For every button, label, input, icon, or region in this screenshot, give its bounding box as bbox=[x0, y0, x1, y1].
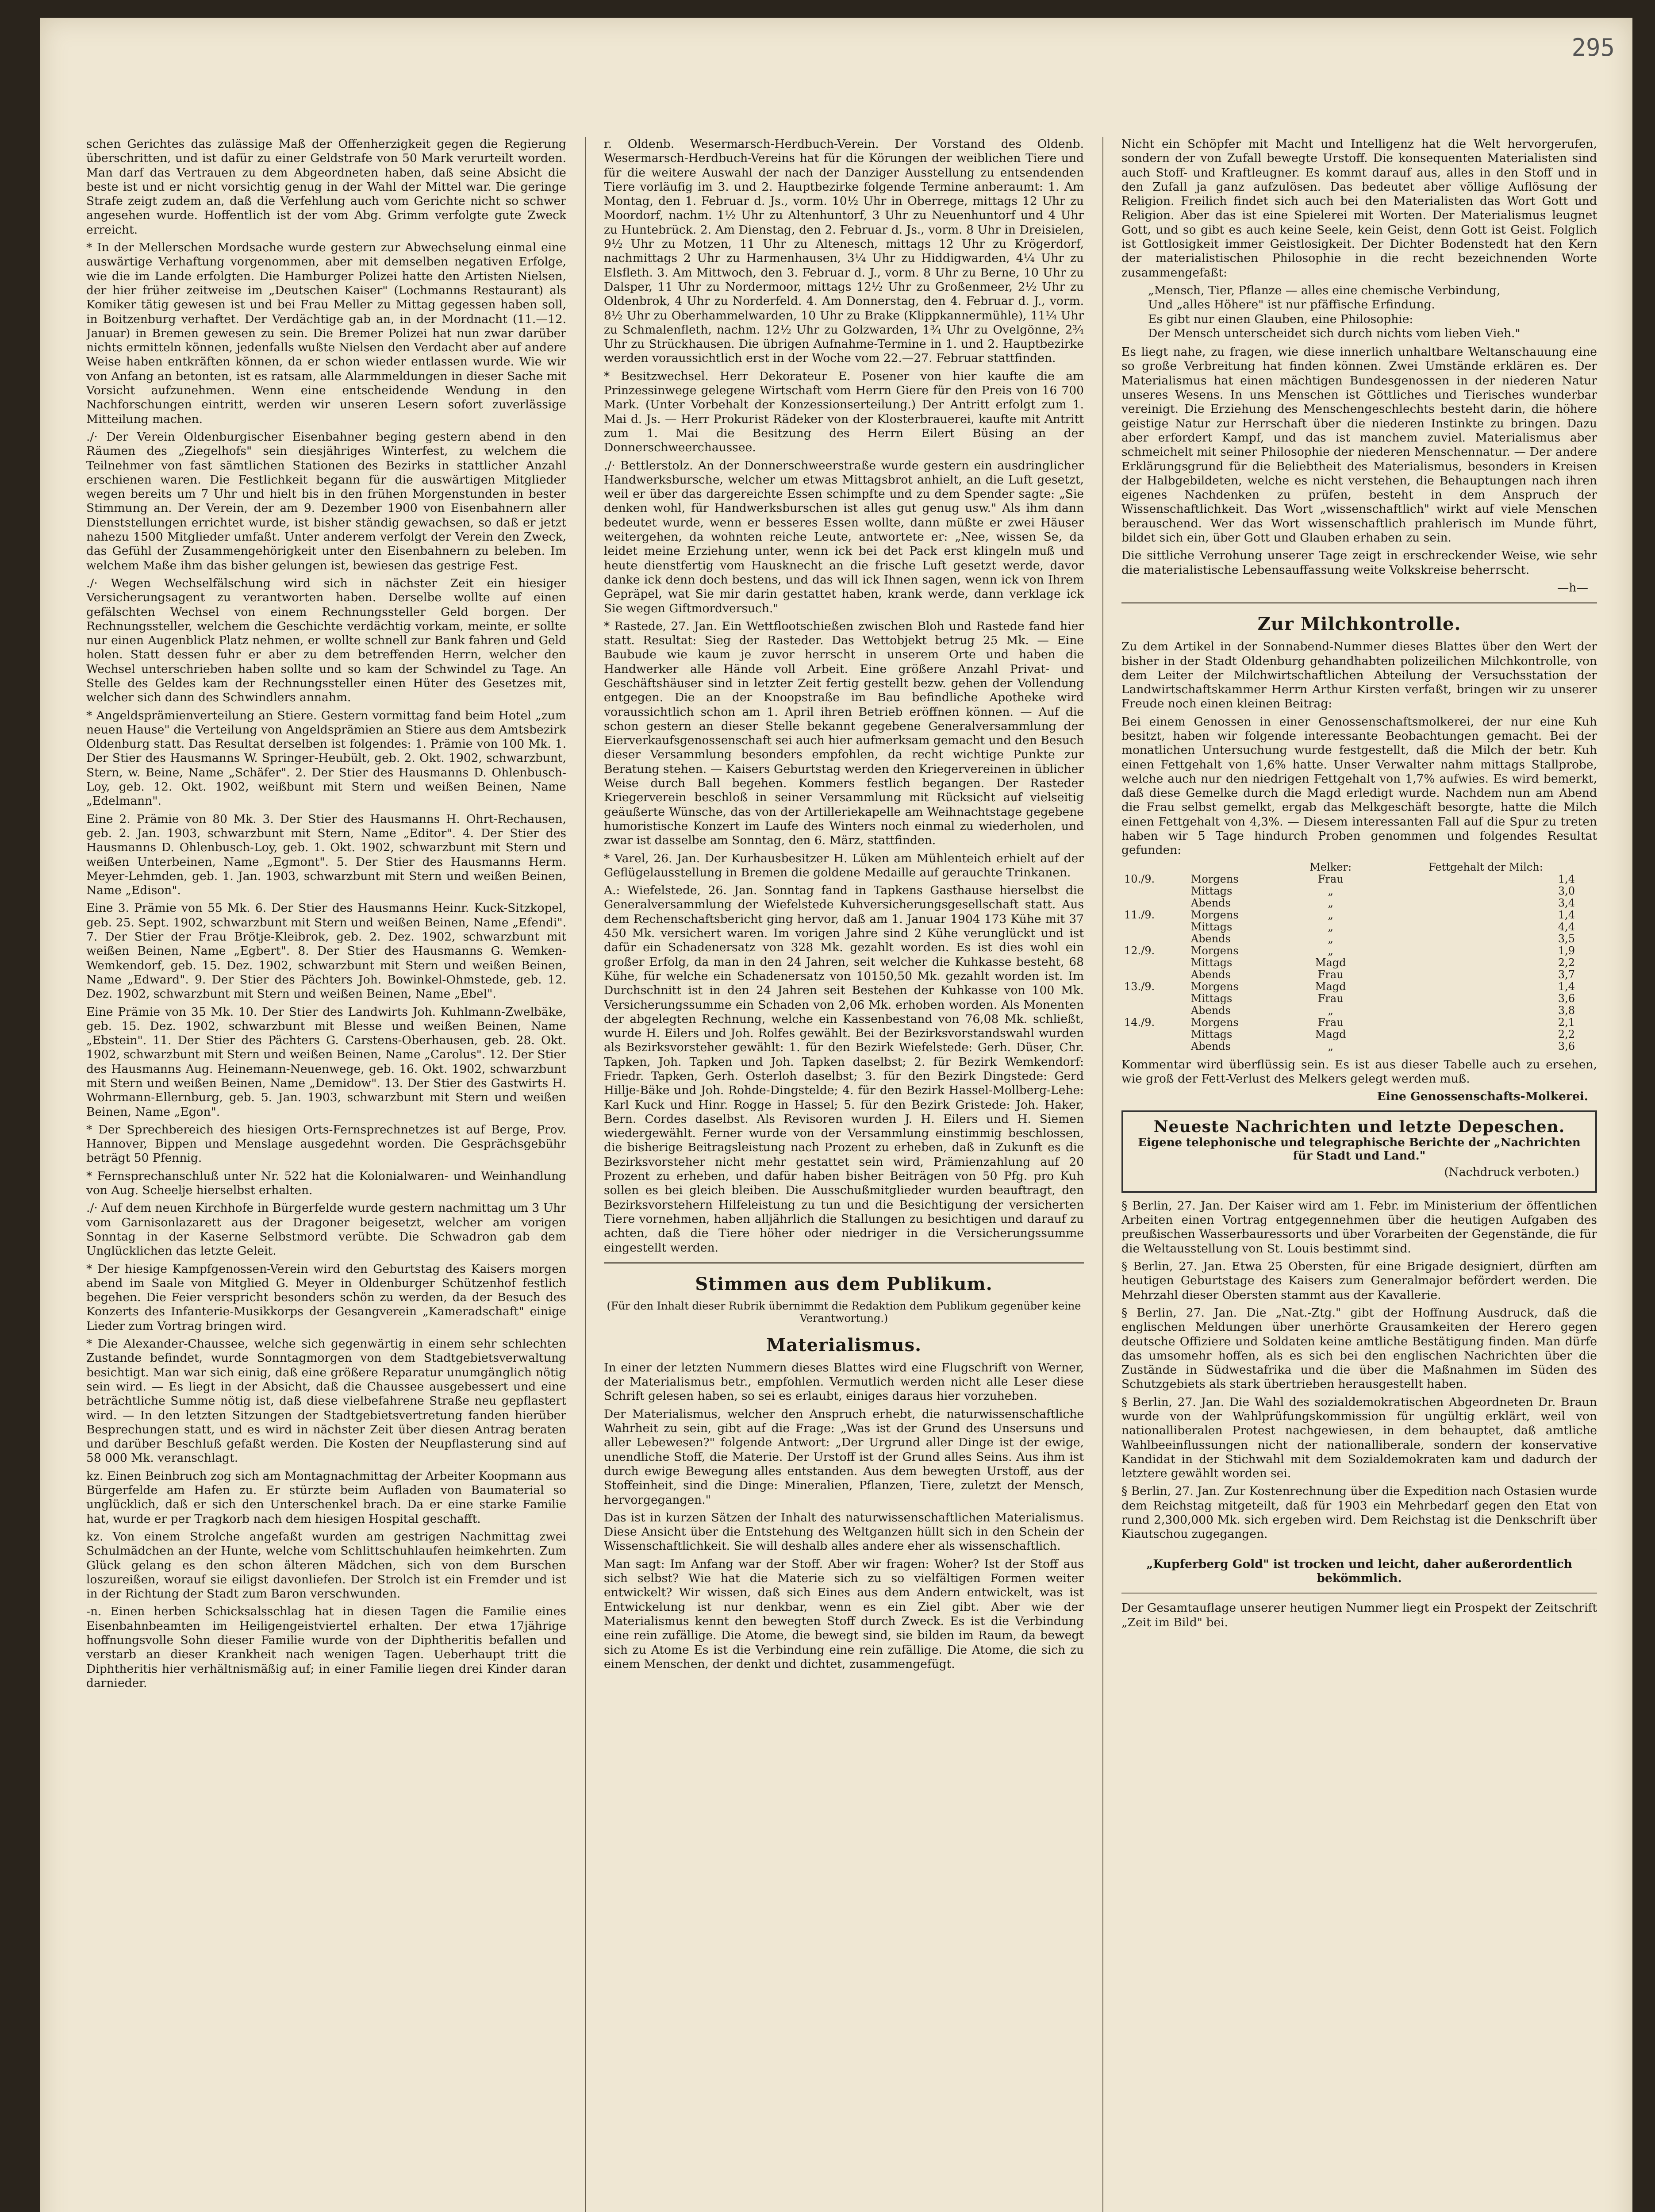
table-cell-fat: 3,5 bbox=[1558, 932, 1575, 945]
table-cell-fat: 3,8 bbox=[1558, 1004, 1575, 1017]
table-cell-melker: Frau bbox=[1317, 968, 1344, 981]
latest-news-heading: Neueste Nachrichten und letzte Depeschen. bbox=[1153, 1117, 1565, 1136]
column-2 bbox=[604, 137, 1084, 2212]
milk-signature: Eine Genossenschafts-Molkerei. bbox=[1377, 1090, 1588, 1104]
article-paragraph: In einer der letzten Nummern dieses Blattes wird eine Flugschrift von Werner, der Materialismus betr., empfohlen. Vermutlich werden nicht alle Leser diese Schrift gelesen haben, so sei es erlaubt, einiges daraus hier vorzuheben. bbox=[604, 1360, 1084, 1403]
table-row bbox=[1121, 1017, 1597, 1029]
article-paragraph: Man sagt: Im Anfang war der Stoff. Aber wir fragen: Woher? Ist der Stoff aus sich selbst? Wie hat die Materie sich zu so vielfältigen Formen weiter entwickelt? Wir wissen, daß sich Eines aus dem Andern entwickelt, was ist Entwickelung ist nur denkbar, wenn es ein Ziel gibt. Aber wie der Materialismus kennt den bewegten Stoff durch Zweck. Es ist die Verbindung eine rein zufällige. Die Atome, die bewegt sind, sie bilden im Raum, da bewegt sich zu Atome Es ist die Verbindung eine rein zufällige. Die Atome, die sich zu einem Menschen, der denkt und dichtet, zusammengefügt. bbox=[604, 1557, 1084, 1671]
table-row bbox=[1121, 1029, 1597, 1041]
table-cell-time: Abends bbox=[1190, 896, 1231, 909]
insert-note: Der Gesamtauflage unserer heutigen Nummer liegt ein Prospekt der Zeitschrift „Zeit im Bild" bei. bbox=[1121, 1601, 1597, 1629]
reprint-note: (Nachdruck verboten.) bbox=[1444, 1165, 1579, 1179]
section-divider bbox=[1121, 1593, 1597, 1594]
news-paragraph: ./· Der Verein Oldenburgischer Eisenbahner beging gestern abend in den Räumen des „Ziegelhofs" sein diesjähriges Winterfest, zu welchem die Teilnehmer von fast sämtlichen Stationen des Bezirks in stattlicher Anzahl erschienen waren. Die Festlichkeit begann für die auswärtigen Mitglieder wegen bereits um 7 Uhr und hielt bis in den frühen Morgenstunden in bester Stimmung an. Der Verein, der am 9. Dezember 1900 von Eisenbahnern aller Dienststellungen errichtet wurde, ist bisher ständig gewachsen, so daß er jetzt nahezu 1500 Mitglieder umfaßt. Unter anderem verfolgt der Verein den Zweck, das Gefühl der Zusammengehörigkeit unter den Eisenbahnern zu beleben. Im welchem Maße ihm das bisher gelungen ist, bewiesen das gestrige Fest. bbox=[86, 430, 566, 572]
article-continuation-2 bbox=[1121, 345, 1597, 577]
milk-fat-table bbox=[1121, 861, 1597, 1052]
dispatch-paragraph: § Berlin, 27. Jan. Der Kaiser wird am 1. Febr. im Ministerium der öffentlichen Arbeiten einen Vortrag entgegennehmen über die heutigen Aufgaben des preußischen Wasserbauressorts und über Vorarbeiten der Gegenstände, die für die Weltausstellung von St. Louis bestimmt sind. bbox=[1121, 1198, 1597, 1256]
news-paragraph: * Angeldsprämienverteilung an Stiere. Gestern vormittag fand beim Hotel „zum neuen Hause" die Verteilung von Angeldsprämien an Stiere aus dem Amtsbezirk Oldenburg statt. Das Resultat derselben ist folgendes: 1. Prämie von 100 Mk. 1. Der Stier des Hausmanns W. Springer-Heubült, geb. 2. Okt. 1902, schwarzbunt, Stern, w. Beine, Name „Schäfer". 2. Der Stier des Hausmanns D. Ohlenbusch-Loy, geb. 12. Okt. 1902, weißbunt mit Stern und weißen Beinen, Name „Edelmann". bbox=[86, 708, 566, 808]
milk-closing: Kommentar wird überflüssig sein. Es ist aus dieser Tabelle auch zu ersehen, wie groß der Fett-Verlust des Melkers gelegt werden muß. bbox=[1121, 1057, 1597, 1086]
table-row bbox=[1121, 921, 1597, 933]
news-paragraph: * Fernsprechanschluß unter Nr. 522 hat die Kolonialwaren- und Weinhandlung von Aug. Scheelje hierselbst erhalten. bbox=[86, 1169, 566, 1198]
table-cell-melker: Frau bbox=[1317, 872, 1344, 885]
news-paragraph: * Besitzwechsel. Herr Dekorateur E. Posener von hier kaufte die am Prinzessinwege gelegene Wirtschaft vom Herrn Giere für den Preis von 16 700 Mark. (Unter Vorbehalt der Konzessionserteilung.) Der Antritt erfolgt zum 1. Mai d. Js. — Herr Prokurist Rädeker von der Klosterbrauerei, kaufte mit Antritt zum 1. Mai die Besitzung des Herrn Eilert Büsing an der Donnerschweerchaussee. bbox=[604, 369, 1084, 455]
news-paragraph: Eine Prämie von 35 Mk. 10. Der Stier des Landwirts Joh. Kuhlmann-Zwelbäke, geb. 15. Dez. 1902, schwarzbunt mit Blesse und weißen Beinen, Name „Ebstein". 11. Der Stier des Pächters G. Carstens-Oberhausen, geb. 28. Okt. 1902, schwarzbunt mit Stern und weißen Beinen, Name „Carolus". 12. Der Stier des Hausmanns Aug. Heinemann-Neuenwege, geb. 16. Okt. 1902, schwarzbunt mit Stern und weißen Beinen, Name „Demidow". 13. Der Stier des Gastwirts H. Wohrmann-Ellernburg, geb. 5. Jan. 1903, schwarzbunt mit Stern und weißen Beinen, Name „Egon". bbox=[86, 1005, 566, 1119]
table-cell-fat: 2,2 bbox=[1558, 1028, 1575, 1041]
table-cell-date bbox=[1121, 885, 1188, 897]
news-paragraph: Eine 3. Prämie von 55 Mk. 6. Der Stier des Hausmanns Heinr. Kuck-Sitzkopel, geb. 25. Sept. 1902, schwarzbunt mit Stern und weißen Beinen, Name „Efendi". 7. Der Stier der Frau Brötje-Kleibrok, geb. 2. Dez. 1902, schwarzbunt mit weißen Beinen, Name „Egbert". 8. Der Stier des Hausmanns G. Wemken-Wemkendorf, geb. 15. Dez. 1902, schwarzbunt mit Stern und weißen Beinen, Name „Edward". 9. Der Stier des Pächters Joh. Bowinkel-Ohmstede, geb. 12. Dez. 1902, schwarzbunt mit Stern und weißen Beinen, Name „Ebel". bbox=[86, 901, 566, 1001]
table-row bbox=[1121, 1041, 1597, 1052]
section-divider bbox=[1121, 1549, 1597, 1550]
table-cell-date bbox=[1121, 1005, 1188, 1017]
table-cell-fat: 3,6 bbox=[1558, 1040, 1575, 1052]
table-cell-time: Morgens bbox=[1190, 908, 1239, 921]
table-cell-melker: „ bbox=[1328, 1004, 1333, 1017]
column-1 bbox=[86, 137, 566, 2212]
news-paragraph: * In der Mellerschen Mordsache wurde gestern zur Abwechselung einmal eine auswärtige Verhaftung vorgenommen, aber mit demselben negativen Erfolge, wie die im Lande erfolgten. Die Hamburger Polizei hatte den Artisten Nielsen, der hier früher zeitweise im „Deutschen Kaiser" (Lochmanns Restaurant) als Komiker tätig gewesen ist und bei Frau Meller zu Mittag gegessen haben soll, in Boitzenburg verhaftet. Der Verdächtige gab an, in der Mordnacht (11.—12. Januar) in Bremen gewesen zu sein. Die Bremer Polizei hat nun zwar darüber nichts ermitteln können, jedenfalls wußte Nielsen den Verdacht aber auf andere Weise haben entkräften können, da er schon wieder entlassen wurde. Wie wir von Anfang an betonten, ist es ratsam, alle Alarmmeldungen in dieser Sache mit Vorsicht aufzunehmen. Wenn eine entscheidende Wendung in den Nachforschungen eintritt, werden wir unseren Lesern sofort zuverlässige Mitteilung machen. bbox=[86, 241, 566, 426]
table-cell-fat: 1,4 bbox=[1558, 872, 1575, 885]
table-cell-fat: 3,0 bbox=[1558, 884, 1575, 897]
news-paragraph: ./· Auf dem neuen Kirchhofe in Bürgerfelde wurde gestern nachmittag um 3 Uhr vom Garnisonlazarett aus der Dragoner beigesetzt, welcher am vorigen Sonntag in der Kaserne Selbstmord verübte. Die Schwadron gab dem Unglücklichen das letzte Geleit. bbox=[86, 1201, 566, 1258]
news-paragraph: r. Oldenb. Wesermarsch-Herdbuch-Verein. Der Vorstand des Oldenb. Wesermarsch-Herdbuch-Vereins hat für die Körungen der weiblichen Tiere und für die weitere Auswahl der nach der Danziger Ausstellung zu entsendenden Tiere vorläufig im 3. und 2. Hauptbezirke folgende Termine anberaumt: 1. Am Montag, den 1. Februar d. Js., vorm. 10½ Uhr in Oberrege, mittags 12 Uhr zu Moordorf, nachm. 1½ Uhr zu Altenhuntorf, 3 Uhr zu Neuenhuntorf und 4 Uhr zu Huntebrück. 2. Am Dienstag, den 2. Februar d. Js., vorm. 8 Uhr in Dreisielen, 9½ Uhr zu Motzen, 11 Uhr zu Altenesch, mittags 12 Uhr zu Krögerdorf, nachmittags 2 Uhr zu Harmenhausen, 3¼ Uhr zu Hiddigwarden, 4¼ Uhr zu Elsfleth. 3. Am Mittwoch, den 3. Februar d. J., vorm. 8 Uhr zu Berne, 10 Uhr zu Dalsper, 11 Uhr zu Nordermoor, mittags 12½ Uhr zu Großenmeer, 2½ Uhr zu Oldenbrok, 4 Uhr zu Norderfeld. 4. Am Donnerstag, den 4. Februar d. J., vorm. 8½ Uhr zu Oberhammelwarden, 10 Uhr zu Brake (Klippkannermühle), 11¼ Uhr zu Schmalenfleth, nachm. 12½ Uhr zu Golzwarden, 1¾ Uhr zu Ovelgönne, 2¾ Uhr zu Strückhausen. Die übrigen Aufnahme-Termine in 1. und 2. Hauptbezirke werden voraussichtlich erst in der Woche vom 22.—27. Februar stattfinden. bbox=[604, 137, 1084, 365]
table-cell-time: Abends bbox=[1190, 1004, 1231, 1017]
milk-control-text bbox=[1121, 640, 1597, 857]
news-paragraph: -n. Einen herben Schicksalsschlag hat in diesen Tagen die Familie eines Eisenbahnbeamten im Heiligengeistviertel erhalten. Der etwa 17jährige hoffnungsvolle Sohn dieser Familie wurde von der Diphtheritis befallen und verstarb an dieser Krankheit nach wenigen Tagen. Ueberhaupt tritt die Diphtheritis hier verhältnismäßig auf; in einer Familie liegen drei Kinder daran darnieder. bbox=[86, 1605, 566, 1690]
table-cell-time: Morgens bbox=[1190, 872, 1239, 885]
table-row bbox=[1121, 897, 1597, 909]
table-cell-fat: 3,7 bbox=[1558, 968, 1575, 981]
table-cell-fat: 4,4 bbox=[1558, 920, 1575, 933]
table-cell-date bbox=[1121, 897, 1188, 909]
news-paragraph: * Rastede, 27. Jan. Ein Wettflootschießen zwischen Bloh und Rastede fand hier statt. Resultat: Sieg der Rasteder. Das Wettobjekt betrug 25 Mk. — Eine Baubude wie kaum je zuvor herrscht in unserem Orte und haben die Handwerker alle Hände voll Arbeit. Eine größere Anzahl Privat- und Geschäftshäuser sind in letzter Zeit fertig gestellt bezw. gehen der Vollendung entgegen. Die an der Knoopstraße im Bau befindliche Apotheke wird voraussichtlich schon am 1. April ihren Betrieb eröffnen können. — Auf die schon gestern an dieser Stelle bekannt gegebene Generalversammlung der Eierverkaufsgenossenschaft sei auch hier aufmerksam gemacht und den Besuch dieser Versammlung besonders empfohlen, da recht wichtige Punkte zur Beratung stehen. — Kaisers Geburtstag werden den Kriegervereinen in üblicher Weise durch Ball begehen. Kommers festlich begangen. Der Rasteder Kriegerverein beschloß in seiner Versammlung mit Rücksicht auf vielseitig geäußerte Wünsche, das von der Artilleriekapelle am Weihnachtstage gegebene humoristische Konzert im Laufe des Winters noch einmal zu wiederholen, und zwar ist dasselbe am Sonntag, den 6. März, stattfinden. bbox=[604, 619, 1084, 848]
news-paragraph: * Der Sprechbereich des hiesigen Orts-Fernsprechnetzes ist auf Berge, Prov. Hannover, Bippen und Menslage ausgedehnt worden. Die Gesprächsgebühr beträgt 50 Pfennig. bbox=[86, 1122, 566, 1165]
milk-table-body bbox=[1121, 873, 1597, 1052]
table-cell-date: 10./9. bbox=[1124, 872, 1155, 885]
article-paragraph: Der Materialismus, welcher den Anspruch erhebt, die naturwissenschaftliche Wahrheit zu sein, gibt auf die Frage: „Was ist der Grund des Unsersuns und aller Lebewesen?" folgende Antwort: „Der Urgrund aller Dinge ist der ewige, unendliche Stoff, die Materie. Der Urstoff ist der Grund alles Seins. Aus ihm ist durch ewige Bewegung alles entstanden. Aus dem bewegten Urstoff, aus der Stoffeinheit, sind die Dinge: Mineralien, Pflanzen, Tiere, zuletzt der Mensch, hervorgegangen." bbox=[604, 1407, 1084, 1507]
table-cell-time: Abends bbox=[1190, 1040, 1231, 1052]
article-continuation bbox=[1121, 137, 1597, 280]
table-cell-date bbox=[1121, 1029, 1188, 1041]
table-cell-time: Abends bbox=[1190, 968, 1231, 981]
column-3 bbox=[1121, 137, 1597, 2212]
table-row bbox=[1121, 945, 1597, 957]
table-row bbox=[1121, 873, 1597, 885]
table-header-melker: Melker: bbox=[1309, 860, 1352, 873]
table-cell-fat: 1,9 bbox=[1558, 944, 1575, 957]
column-divider-1 bbox=[585, 137, 586, 2212]
news-paragraph: A.: Wiefelstede, 26. Jan. Sonntag fand in Tapkens Gasthause hierselbst die Generalversammlung der Wiefelstede Kuhversicherungsgesellschaft statt. Aus dem Rechenschaftsbericht ging hervor, daß am 1. Januar 1904 173 Kühe mit 37 450 Mk. versichert waren. Im vorigen Jahre sind 2 Kühe verunglückt und ist dafür ein Schadenersatz von 328 Mk. gezahlt worden. Es ist dies wohl ein großer Erfolg, da man in den 24 Jahren, seit welcher die Kuhkasse besteht, 68 Kühe, für welche ein Schadenersatz von 10150,50 Mk. gezahlt worden ist. Im Durchschnitt ist in den 24 Jahren seit Bestehen der Kuhkasse von 100 Mk. Versicherungssumme ein Schaden von 2,06 Mk. erhoben worden. Als Monenten der abgelegten Rechnung, welche ein Kassenbestand von 76,08 Mk. schließt, wurde H. Eilers und Joh. Rolfes gewählt. Bei der Bezirksvorstandswahl wurden als Bezirksvorsteher gewählt: 1. für den Bezirk Wiefelstede: Gerh. Düser, Chr. Tapken, Joh. Tapken und Joh. Tapken daselbst; 2. für Bezirk Wemkendorf: Friedr. Tapken, Gerh. Osterloh daselbst; 3. für den Bezirk Dingstede: Gerd Hillje-Bäke und Joh. Rohde-Dingstelde; 4. für den Bezirk Hassel-Mollberg-Lehe: Karl Kuck und Hinr. Rogge in Hassel; 5. für den Bezirk Gristede: Joh. Haker, Bern. Cordes daselbst. Als Revisoren wurden J. H. Eilers und H. Siemen wiedergewählt. Ferner wurde von der Versammlung einstimmig beschlossen, die bisherige Beitragsleistung nach Prozent zu erheben, daß in Zukunft es die Bezirksvorsteher nicht mehr gestattet sein wird, Prämienzahlung auf 20 Prozent zu erheben, und dafür haben bisher Beiträgen von 50 Pfg. pro Kuh sollen es bei gleich bleiben. Die Ausschußmitglieder wurden beauftragt, den Bezirksvorstehern Hilfeleistung zu tun und die Besichtigung der versicherten Tiere vornehmen, haben alljährlich die Stallungen zu besichtigen und darauf zu achten, daß die Tiere höher oder niedriger in die Versicherungssumme eingestellt werden. bbox=[604, 883, 1084, 1255]
news-paragraph: kz. Von einem Strolche angefaßt wurden am gestrigen Nachmittag zwei Schulmädchen an der Hunte, welche vom Schlittschuhlaufen heimkehrten. Zum Glück gelang es den schon älteren Mädchen, sich von dem Burschen loszureißen, worauf sie eiligst davonliefen. Der Strolch ist ein Fremder und ist in der Richtung der Stadt zum Baron verschwunden. bbox=[86, 1529, 566, 1601]
table-cell-melker: Magd bbox=[1315, 1028, 1346, 1041]
table-cell-melker: Frau bbox=[1317, 992, 1344, 1005]
article-paragraph: Nicht ein Schöpfer mit Macht und Intelligenz hat die Welt hervorgerufen, sondern der von Zufall bewegte Urstoff. Die konsequenten Materialisten sind auch Stoff- und Kraftleugner. Es kommt darauf aus, alles in den Stoff und in den Zufall ja ganz aufzulösen. Das bedeutet aber völlige Auflösung der Religion. Freilich findet sich auch bei den Materialisten das Wort Gott und Religion. Aber das ist eine Spielerei mit Worten. Der Materialismus leugnet Gott, und so gibt es auch keine Seele, kein Geist, denn Gott ist Geist. Folglich ist Gottlosigkeit immer Geistlosigkeit. Der Dichter Bodenstedt hat den Kern der materialistischen Philosophie in die recht bezeichnenden Worte zusammengefaßt: bbox=[1121, 137, 1597, 280]
news-paragraph: * Der hiesige Kampfgenossen-Verein wird den Geburtstag des Kaisers morgen abend im Saale von Mitglied G. Meyer in Oldenburger Schützenhof festlich begehen. Die Feier verspricht besonders schön zu werden, da der Besuch des Konzerts des Infanterie-Musikkorps der Gesangverein „Kameradschaft" einige Lieder zum Vortrag bringen wird. bbox=[86, 1262, 566, 1333]
article-materialismus bbox=[604, 1361, 1084, 1671]
milk-control-heading: Zur Milchkontrolle. bbox=[1257, 614, 1461, 635]
news-paragraph: * Die Alexander-Chaussee, welche sich gegenwärtig in einem sehr schlechten Zustande befindet, wurde Sonntagmorgen von dem Stadtgebietsverwaltung besichtigt. Man war sich einig, daß eine größere Reparatur unumgänglich nötig sein wird. — Es liegt in der Absicht, daß die Chaussee ausgebessert und eine beträchtliche Summe nötig ist, daß diese vielbefahrene Straße neu gepflastert wird. — In den letzten Sitzungen der Stadtgebietsvertretung fanden hierüber Besprechungen statt, und es wird in nächster Zeit über diesen Antrag beraten und darüber Beschluß gefaßt werden. Die Kosten der Neupflasterung sind auf 58 000 Mk. veranschlagt. bbox=[86, 1337, 566, 1465]
table-row bbox=[1121, 909, 1597, 921]
table-header-fat: Fettgehalt der Milch: bbox=[1428, 860, 1543, 873]
newspaper-page bbox=[40, 18, 1632, 2212]
table-cell-melker: „ bbox=[1328, 884, 1333, 897]
column-2-local-news bbox=[604, 137, 1084, 1255]
news-paragraph: kz. Einen Beinbruch zog sich am Montagnachmittag der Arbeiter Koopmann aus Bürgerfelde am Hafen zu. Er stürzte beim Aufladen von Baumaterial so unglücklich, daß er sich den Unterschenkel brach. Da er eine starke Familie hat, wurde er per Tragkorb nach dem hiesigen Hospital geschafft. bbox=[86, 1469, 566, 1526]
table-cell-fat: 2,1 bbox=[1558, 1016, 1575, 1029]
table-cell-time: Mittags bbox=[1190, 992, 1233, 1005]
table-cell-fat: 1,4 bbox=[1558, 980, 1575, 993]
dispatch-paragraph: § Berlin, 27. Jan. Die „Nat.-Ztg." gibt der Hoffnung Ausdruck, daß die englischen Meldungen über unerhörte Grausamkeiten der Herero gegen deutsche Offiziere und Soldaten keine amtliche Bestätigung finden. Man dürfe das umsomehr hoffen, als es sich bei den englischen Nachrichten über die Zustände in Südwestafrika und die über die Maßnahmen im Süden des Schutzgebiets als stark übertrieben herausgestellt haben. bbox=[1121, 1306, 1597, 1391]
article-paragraph: Es liegt nahe, zu fragen, wie diese innerlich unhaltbare Weltanschauung eine so große Verbreitung hat finden können. Zwei Umstände erklären es. Der Materialismus hat einen mächtigen Bundesgenossen in der niederen Natur unseres Wesens. In uns Menschen ist Göttliches und Tierisches wunderbar vereinigt. Die Erziehung des Menschengeschlechts besteht darin, die höhere geistige Natur zur Herrschaft über die niederen Instinkte zu bringen. Dazu aber erfordert Kampf, und das ist manchem zuviel. Materialismus aber schmeichelt mit seiner Philosophie der niederen Menschennatur. — Der andere Erklärungsgrund für die Beliebtheit des Materialismus, besonders in Kreisen der Halbgebildeten, welche es nicht verstehen, die Behauptungen nach ihren eigenes Nachdenken zu prüfen, besteht in dem Anspruch der Wissenschaftlichkeit. Das Wort „wissenschaftlich" wirkt auf viele Menschen berauschend. Wer das Wort wissenschaftlich prahlerisch im Munde führt, bildet sich ein, über Gott und Glauben erhaben zu sein. bbox=[1121, 345, 1597, 545]
table-cell-time: Abends bbox=[1190, 932, 1231, 945]
forum-disclaimer: (Für den Inhalt dieser Rubrik übernimmt die Redaktion dem Publikum gegenüber keine Verantwortung.) bbox=[607, 1299, 1081, 1325]
table-cell-date bbox=[1121, 993, 1188, 1005]
table-cell-melker: „ bbox=[1328, 944, 1333, 957]
table-cell-melker: „ bbox=[1328, 908, 1333, 921]
table-cell-date bbox=[1121, 969, 1188, 981]
article-paragraph: Die sittliche Verrohung unserer Tage zeigt in erschreckender Weise, wie sehr die materialistische Lebensauffassung weite Volkskreise beherrscht. bbox=[1121, 549, 1597, 577]
dispatch-paragraph: § Berlin, 27. Jan. Zur Kostenrechnung über die Expedition nach Ostasien wurde dem Reichstag mitgeteilt, daß für 1903 ein Mehrbedarf gegen den Etat von rund 2,300,000 Mk. sich ergeben wird. Dem Reichstag ist die Denkschrift über Kiautschou zugegangen. bbox=[1121, 1484, 1597, 1541]
table-cell-date: 13./9. bbox=[1124, 980, 1155, 993]
dispatch-paragraph: § Berlin, 27. Jan. Etwa 25 Obersten, für eine Brigade designiert, dürften am heutigen Geburtstage des Kaisers zum Generalmajor befördert werden. Die Mehrzahl dieser Obersten stammt aus der Kavallerie. bbox=[1121, 1260, 1597, 1302]
table-cell-fat: 2,2 bbox=[1558, 956, 1575, 969]
table-row bbox=[1121, 1005, 1597, 1017]
advertisement-kupferberg: „Kupferberg Gold" ist trocken und leicht, daher außerordentlich bekömmlich. bbox=[1146, 1557, 1572, 1585]
table-cell-date: 12./9. bbox=[1124, 944, 1155, 957]
table-cell-fat: 3,4 bbox=[1558, 896, 1575, 909]
section-divider bbox=[604, 1262, 1084, 1263]
news-paragraph: ./· Bettlerstolz. An der Donnerschweerstraße wurde gestern ein ausdringlicher Handwerksbursche, welcher um etwas Mittagsbrot anhielt, an die Luft gesetzt, weil er über das dargereichte Essen schimpfte und zu dem Spender sagte: „Sie denken wohl, für Handwerksburschen ist alles gut genug usw." Als ihm dann bedeutet wurde, wenn er besseres Essen wollte, dann müßte er zwei Häuser weitergehen, da wohnten reiche Leute, antwortete er: „Nee, wissen Se, da leidet meine Erziehung unter, wenn ick bei det Pack erst klingeln muß und heute dienstfertig vom Hausknecht an die frische Luft gesetzt werde, davor danke ick denn doch bestens, und das will ick Ihnen sagen, wenn ick von Ihrem Gepräpel, wat Sie mir darin gestattet haben, krank werde, dann verklage ick Sie wegen Giftmordversuch." bbox=[604, 458, 1084, 615]
article-signature: —h— bbox=[1557, 580, 1588, 595]
latest-news-subheading: Eigene telephonische und telegraphische Berichte der „Nachrichten für Stadt und Land." bbox=[1138, 1136, 1581, 1163]
section-divider bbox=[1121, 602, 1597, 603]
news-paragraph: Eine 2. Prämie von 80 Mk. 3. Der Stier des Hausmanns H. Ohrt-Rechausen, geb. 2. Jan. 1903, schwarzbunt mit Stern, Name „Editor". 4. Der Stier des Hausmanns D. Ohlenbusch-Loy, geb. 1. Okt. 1902, schwarzbunt mit Stern und weißen Unterbeinen, Name „Egmont". 5. Der Stier des Hausmanns Herm. Meyer-Lehmden, geb. 1. Jan. 1903, schwarzbunt mit Stern und weißen Beinen, Name „Edison". bbox=[86, 812, 566, 898]
table-cell-date: 14./9. bbox=[1124, 1016, 1155, 1029]
table-cell-melker: „ bbox=[1328, 932, 1333, 945]
latest-news-box bbox=[1121, 1110, 1597, 1193]
table-cell-melker: Magd bbox=[1315, 980, 1346, 993]
table-cell-time: Morgens bbox=[1190, 1016, 1239, 1029]
milk-paragraph: Zu dem Artikel in der Sonnabend-Nummer dieses Blattes über den Wert der bisher in der Stadt Oldenburg gehandhabten polizeilichen Milchkontrolle, von dem Leiter der Milchwirtschaftlichen Abteilung der Versuchsstation der Landwirtschaftskammer Herrn Arthur Kirsten verfaßt, bringen wir zu unserer Freude noch einen kleinen Beitrag: bbox=[1121, 640, 1597, 711]
article-paragraph: Das ist in kurzen Sätzen der Inhalt des naturwissenschaftlichen Materialismus. Diese Ansicht über die Entstehung des Weltganzen hüllt sich in den Schein der Wissenschaftlichkeit. Sie will deshalb alles andere eher als wissenschaftlich. bbox=[604, 1510, 1084, 1553]
table-cell-time: Morgens bbox=[1190, 944, 1239, 957]
table-cell-date: 11./9. bbox=[1124, 908, 1155, 921]
table-row bbox=[1121, 969, 1597, 981]
verse-line: Der Mensch unterscheidet sich durch nichts vom lieben Vieh." bbox=[1148, 326, 1521, 340]
verse-line: „Mensch, Tier, Pflanze — alles eine chemische Verbindung, bbox=[1148, 283, 1501, 297]
table-cell-melker: „ bbox=[1328, 1040, 1333, 1052]
table-row bbox=[1121, 957, 1597, 969]
column-divider-2 bbox=[1102, 137, 1103, 2212]
table-cell-date bbox=[1121, 921, 1188, 933]
table-cell-fat: 1,4 bbox=[1558, 908, 1575, 921]
news-paragraph: ./· Wegen Wechselfälschung wird sich in nächster Zeit ein hiesiger Versicherungsagent zu verantworten haben. Derselbe wollte auf einen gefälschten Wechsel von einem Rechnungssteller Geld borgen. Der Rechnungssteller, welchem die Geschichte verdächtig vorkam, meinte, er sollte nur einen Augenblick Platz nehmen, er wollte schnell zur Bank fahren und Geld holen. Statt dessen fuhr er aber zu dem betreffenden Herrn, welcher den Wechsel unterschrieben haben sollte und so kam der Schwindel zu Tage. An Stelle des Geldes kam der Rechnungssteller einen Hüter des Gesetzes mit, welcher sich dann des Schwindlers annahm. bbox=[86, 576, 566, 705]
table-cell-time: Mittags bbox=[1190, 1028, 1233, 1041]
table-row bbox=[1121, 885, 1597, 897]
verse-line: Und „alles Höhere" ist nur pfäffische Erfindung. bbox=[1148, 298, 1435, 312]
table-cell-fat: 3,6 bbox=[1558, 992, 1575, 1005]
page-folio-number: 295 bbox=[1571, 34, 1615, 61]
milk-paragraph: Bei einem Genossen in einer Genossenschaftsmolkerei, der nur eine Kuh besitzt, haben wir folgende interessante Beobachtungen gemacht. Bei der monatlichen Untersuchung wurde festgestellt, daß die Milch der betr. Kuh einen Fettgehalt von 1,6% hatte. Unser Verwalter nahm mittags Stallprobe, welche auch nur den niedrigen Fettgehalt von 1,7% aufwies. Es wird bemerkt, daß diese Gemelke durch die Magd erledigt wurde. Nachdem nun am Abend die Frau selbst gemelkt, ergab das Melkgeschäft besorgte, hatte die Milch einen Fettgehalt von 4,3%. — Diesem interessanten Fall auf die Spur zu treten haben wir 5 Tage hindurch Proben genommen und folgendes Resultat gefunden: bbox=[1121, 714, 1597, 857]
table-cell-time: Mittags bbox=[1190, 884, 1233, 897]
table-cell-melker: „ bbox=[1328, 920, 1333, 933]
latest-news-items bbox=[1121, 1199, 1597, 1542]
table-cell-time: Mittags bbox=[1190, 956, 1233, 969]
news-paragraph: schen Gerichtes das zulässige Maß der Offenherzigkeit gegen die Regierung überschritten, und ist dafür zu einer Geldstrafe von 50 Mark verurteilt worden. Man darf das Vertrauen zu dem Abgeordneten haben, daß seine Absicht die beste ist und er nicht vorsichtig genug in der Wahl der Mittel war. Die geringe Strafe zeigt zudem an, daß die Verfehlung auch vom Gerichte nicht so schwer angesehen wurde. Hoffentlich ist der vom Abg. Grimm verfolgte gute Zweck erreicht. bbox=[86, 137, 566, 237]
table-cell-date bbox=[1121, 933, 1188, 945]
table-cell-time: Morgens bbox=[1190, 980, 1239, 993]
table-cell-date bbox=[1121, 1041, 1188, 1052]
table-cell-time: Mittags bbox=[1190, 920, 1233, 933]
verse-line: Es gibt nur einen Glauben, eine Philosophie: bbox=[1148, 312, 1413, 326]
dispatch-paragraph: § Berlin, 27. Jan. Die Wahl des sozialdemokratischen Abgeordneten Dr. Braun wurde von der Wahlprüfungskommission für ungültig erklärt, weil von nationalliberalen Protest nachgewiesen, in dem behauptet, daß amtliche Wahlbeeinflussungen nicht der nationalliberale, sondern der konservative Kandidat in der Stichwahl mit dem Sozialdemokraten kam und dadurch der letztere gewählt worden sei. bbox=[1121, 1395, 1597, 1481]
table-cell-melker: „ bbox=[1328, 896, 1333, 909]
article-heading-materialismus: Materialismus. bbox=[766, 1334, 922, 1356]
quoted-verse bbox=[1121, 284, 1597, 341]
table-cell-melker: Magd bbox=[1315, 956, 1346, 969]
forum-heading: Stimmen aus dem Publikum. bbox=[695, 1273, 993, 1294]
table-cell-date bbox=[1121, 957, 1188, 969]
table-cell-melker: Frau bbox=[1317, 1016, 1344, 1029]
table-row bbox=[1121, 933, 1597, 945]
table-row bbox=[1121, 981, 1597, 993]
table-row bbox=[1121, 993, 1597, 1005]
news-paragraph: * Varel, 26. Jan. Der Kurhausbesitzer H. Lüken am Mühlenteich erhielt auf der Geflügelausstellung in Bremen die goldene Medaille auf gerauchte Trinkanen. bbox=[604, 851, 1084, 879]
